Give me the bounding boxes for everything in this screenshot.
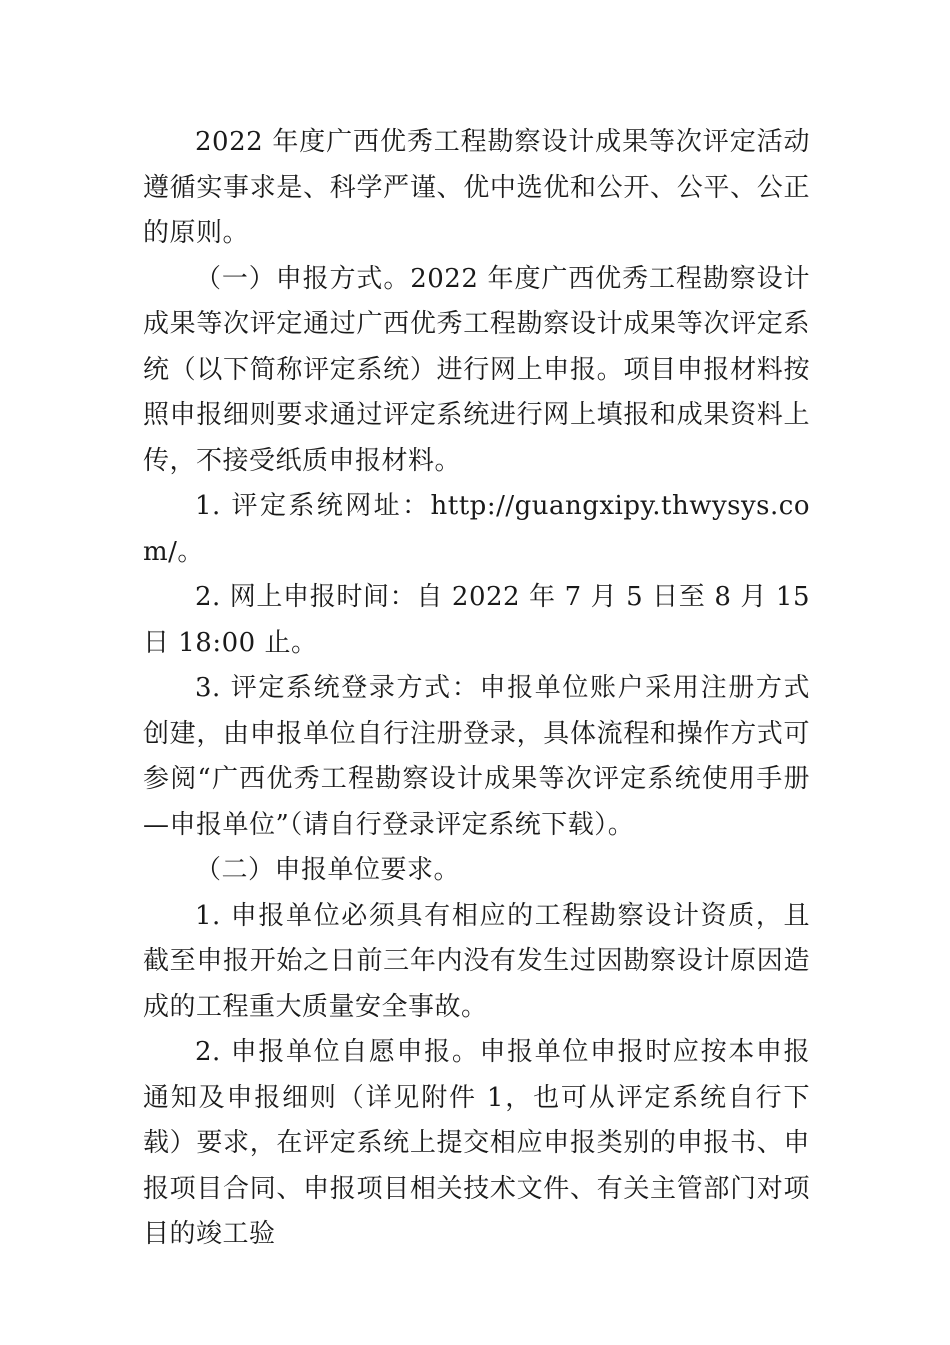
document-body (143, 120, 810, 1258)
paragraph-voluntary-application: 2. 申报单位自愿申报。申报单位申报时应按本申报通知及申报细则（详见附件 1，也可从评定系统自行下载）要求，在评定系统上提交相应申报类别的申报书、申报项目合同、申报项目相关技术文件、有关主管部门对项目的竣工验 (143, 1037, 810, 1249)
paragraph-principles: 2022 年度广西优秀工程勘察设计成果等次评定活动遵循实事求是、科学严谨、优中选优和公开、公平、公正的原则。 (143, 127, 810, 248)
paragraph-system-url: 1. 评定系统网址：http://guangxipy.thwysys.com/。 (143, 491, 810, 567)
paragraph-qualification-requirement: 1. 申报单位必须具有相应的工程勘察设计资质，且截至申报开始之日前三年内没有发生过因勘察设计原因造成的工程重大质量安全事故。 (143, 900, 810, 1022)
paragraph-unit-requirements-heading: （二）申报单位要求。 (195, 855, 461, 885)
paragraph-login-method: 3. 评定系统登录方式：申报单位账户采用注册方式创建，由申报单位自行注册登录，具体流程和操作方式可参阅“广西优秀工程勘察设计成果等次评定系统使用手册—申报单位”（请自行登录评定系统下载）。 (143, 673, 810, 840)
paragraph-application-method: （一）申报方式。2022 年度广西优秀工程勘察设计成果等次评定通过广西优秀工程勘察设计成果等次评定系统（以下简称评定系统）进行网上申报。项目申报材料按照申报细则要求通过评定系统进行网上填报和成果资料上传，不接受纸质申报材料。 (143, 263, 810, 476)
paragraph-application-period: 2. 网上申报时间：自 2022 年 7 月 5 日至 8 月 15 日 18:00 止。 (143, 582, 810, 658)
